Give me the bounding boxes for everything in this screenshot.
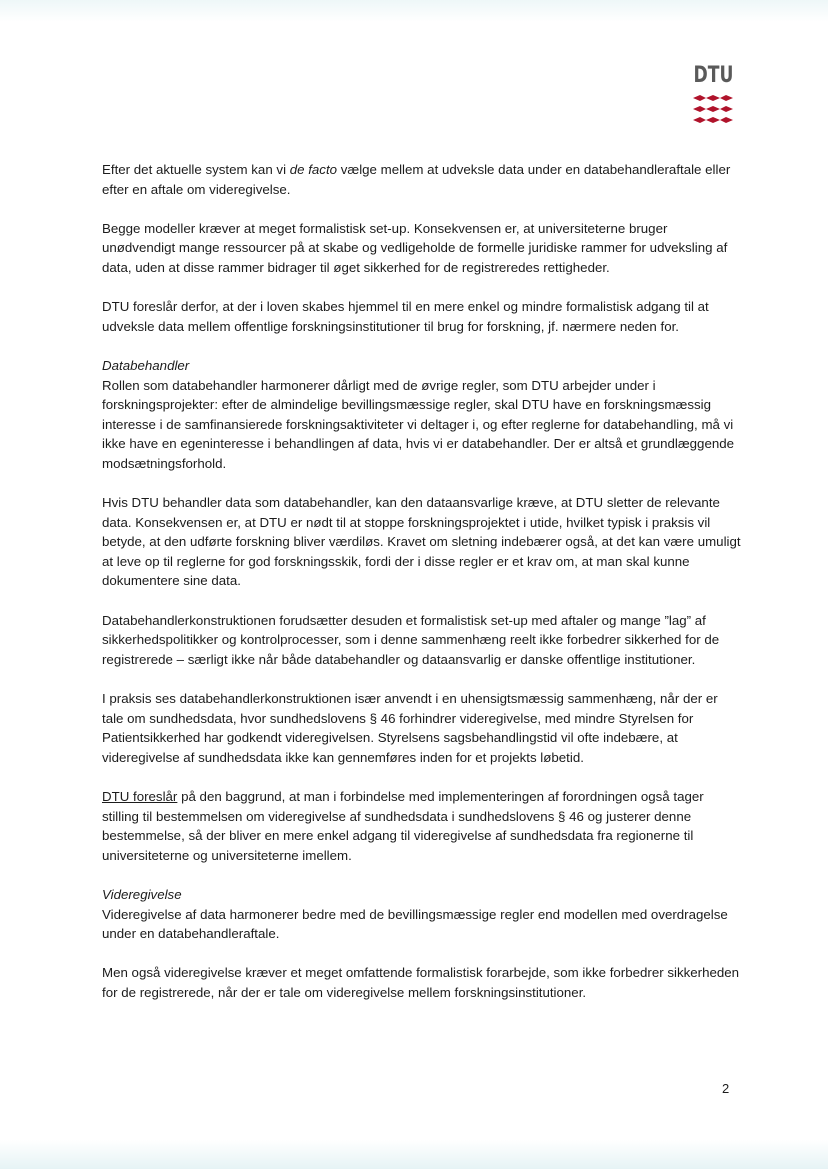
logo-text: DTU — [693, 63, 734, 88]
paragraph-4: Rollen som databehandler harmonerer dårligt med de øvrige regler, som DTU arbejder under i forskningsprojekter: efter de almindelige bevillingsmæssige regler, skal DTU have en forskningsmæssig interesse i de samfinansierede forskningsaktiviteter vi deltager i, og efter reglerne for databehandling, må vi ikke have en egeninteresse i behandlingen af data, hvis vi er databehandler. Der er altså et grundlæggende modsætningsforhold. — [102, 377, 735, 471]
logo-emblem-icon — [692, 94, 734, 126]
paragraph-10: Men også videregivelse kræver et meget omfattende formalistisk forarbejde, som ikke forbedrer sikkerheden for de registrerede, når der er tale om videregivelse mellem forskningsinstitutioner. — [102, 965, 740, 1000]
paragraph-7: I praksis ses databehandlerkonstruktionen især anvendt i en uhensigtsmæssig sammenhæng, når der er tale om sundhedsdata, hvor sundhedslovens § 46 forhindrer videregivelse, med mindre Styrelsen for Patientsikkerhed har godkendt videregivelsen. Styrelsens sagsbehandlingstid vil ofte indebære, at videregivelse af sundhedsdata ikke kan gennemføres inden for et projekts løbetid. — [102, 691, 718, 765]
p1-text-b: vælge mellem at udveksle data under en databehandleraftale eller efter en aftale om videregivelse. — [102, 162, 731, 197]
paragraph-9: Videregivelse af data harmonerer bedre med de bevillingsmæssige regler end modellen med overdragelse under en databehandleraftale. — [102, 906, 728, 942]
p1-text-a: Efter det aktuelle system kan vi — [102, 162, 290, 177]
letter-body — [102, 160, 742, 1022]
dtu-logo — [688, 62, 738, 126]
page-number: 2 — [722, 1081, 730, 1096]
paragraph-2: Begge modeller kræver at meget formalistisk set-up. Konsekvensen er, at universiteterne bruger unødvendigt mange ressourcer på at skabe og vedligeholde de formelle juridiske rammer for udveksling af data, uden at disse rammer bidrager til øget sikkerhed for de registreredes rettigheder. — [102, 220, 728, 275]
scan-edge-bottom — [0, 1140, 828, 1169]
scan-edge-top — [0, 0, 828, 22]
paragraph-8 — [102, 787, 742, 865]
p8-underlined: DTU foreslår — [102, 789, 178, 804]
paragraph-3: DTU foreslår derfor, at der i loven skabes hjemmel til en mere enkel og mindre formalistisk adgang til at udveksle data mellem offentlige forskningsinstitutioner til brug for forskning, jf. nærmere neden for. — [102, 299, 709, 334]
p8-text: på den baggrund, at man i forbindelse med implementeringen af forordningen også tager stilling til bestemmelsen om videregivelse af sundhedsdata i sundhedslovens § 46 og justerer denne bestemmelse, så der bliver en mere enkel adgang til videregivelse af sundhedsdata fra regionerne til universiteterne og universiteterne imellem. — [102, 789, 704, 863]
heading-databehandler: Databehandler — [102, 357, 190, 373]
p1-italic: de facto — [289, 162, 338, 177]
paragraph-6: Databehandlerkonstruktionen forudsætter desuden et formalistisk set-up med aftaler og mange ”lag” af sikkerhedspolitikker og kontrolprocesser, som i denne sammenhæng reelt ikke forbedrer sikkerhed for de registrerede – særligt ikke når både databehandler og dataansvarlig er danske offentlige institutioner. — [102, 612, 720, 667]
paragraph-1 — [102, 160, 742, 199]
heading-videregivelse: Videregivelse — [102, 886, 182, 902]
paragraph-5: Hvis DTU behandler data som databehandler, kan den dataansvarlige kræve, at DTU sletter de relevante data. Konsekvensen er, at DTU er nødt til at stoppe forskningsprojektet i utide, hvilket typisk i praksis vil betyde, at den udførte forskning bliver værdiløs. Kravet om sletning indebærer også, at det kan være umuligt at leve op til reglerne for god forskningsskik, fordi der i disse regler er et krav om, at man skal kunne dokumentere sine data. — [102, 495, 741, 589]
